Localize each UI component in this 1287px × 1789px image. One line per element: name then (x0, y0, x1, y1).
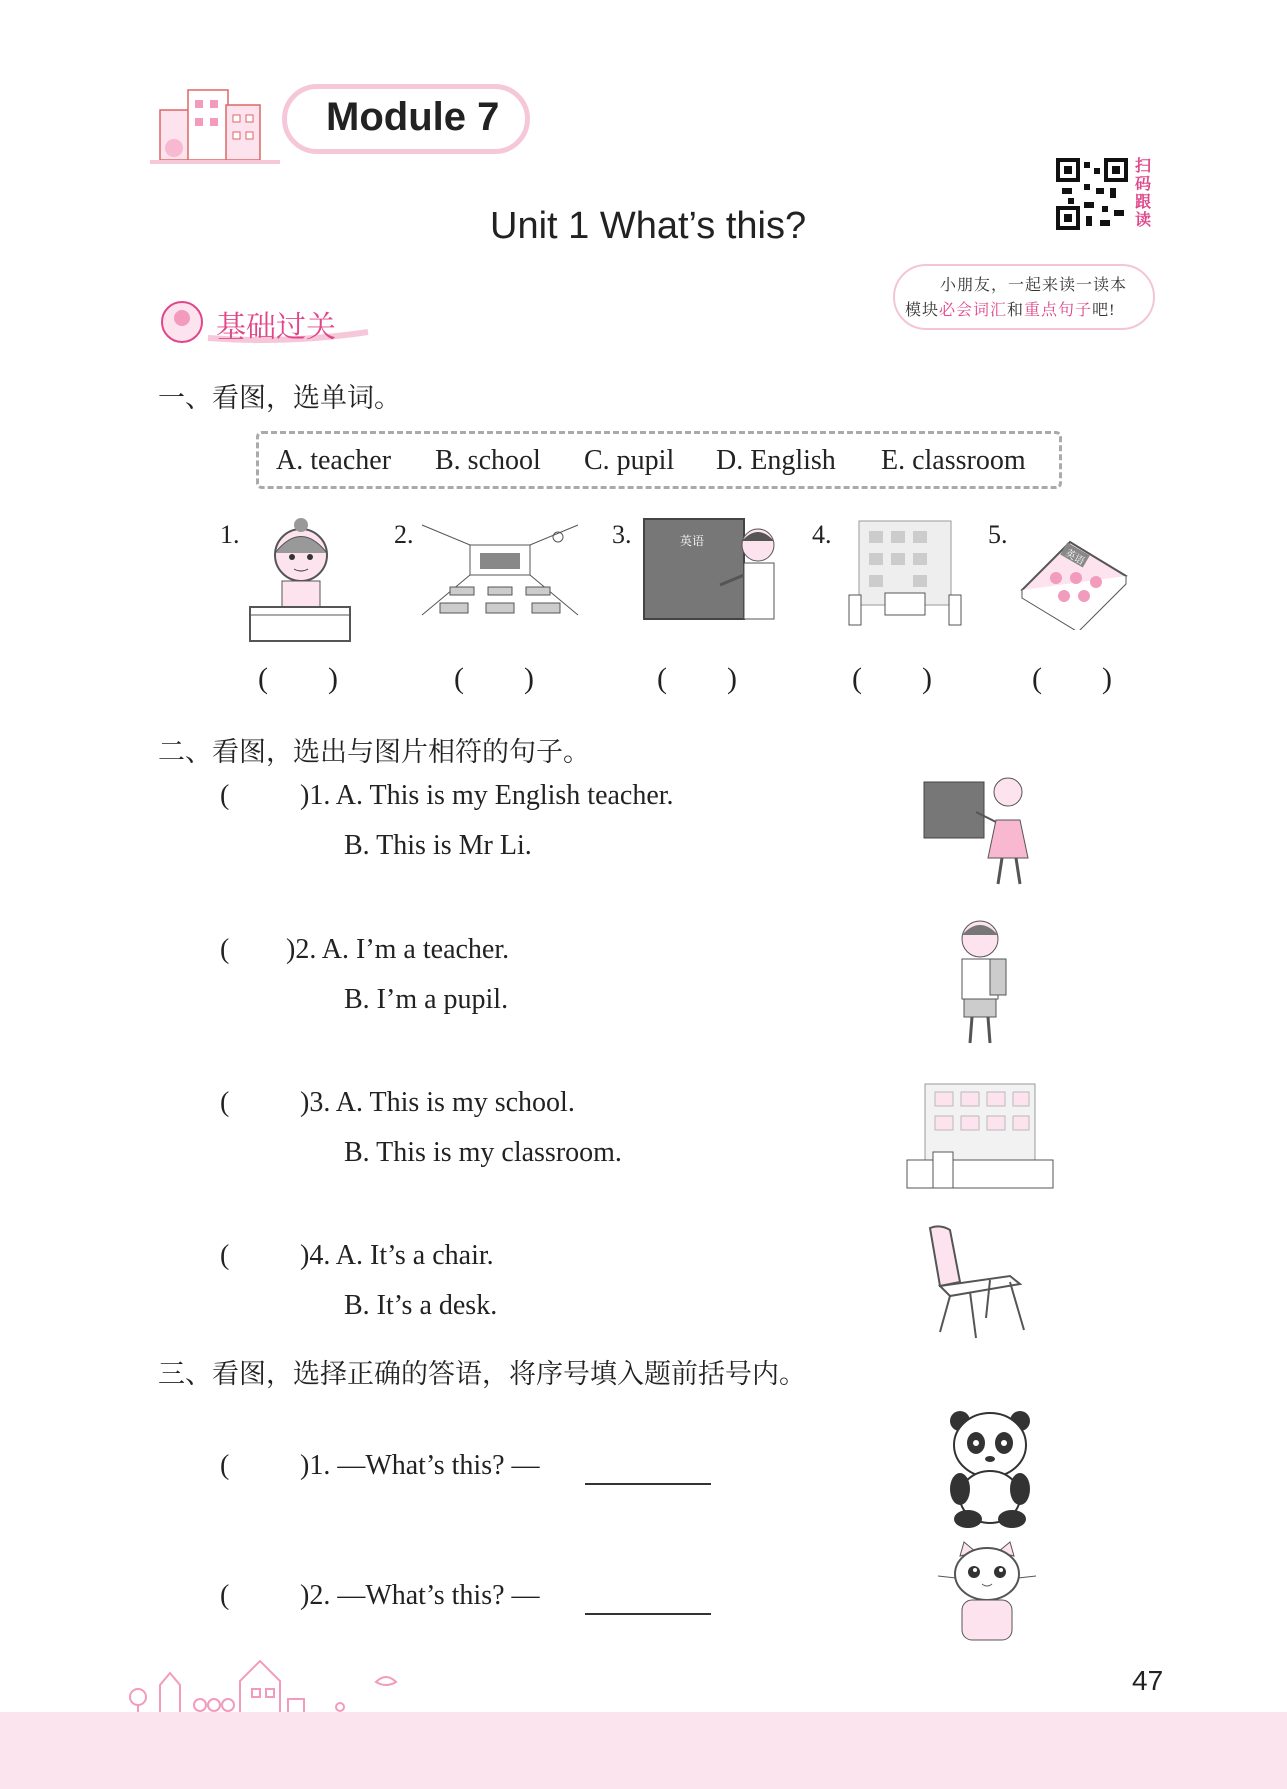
s2-q4-option-a: )4. A. It’s a chair. (300, 1240, 494, 1271)
teacher-blackboard-image (640, 515, 790, 625)
s2-q1-answer-blank[interactable]: ( (220, 780, 230, 811)
pupil-with-backpack-image (940, 915, 1020, 1050)
option-c: C. pupil (584, 445, 675, 476)
chair-image (920, 1222, 1030, 1342)
s3-q1-answer-blank[interactable]: ( (220, 1450, 230, 1481)
module-title: Module 7 (326, 95, 500, 139)
s2-q4-option-b: B. It’s a desk. (344, 1290, 498, 1321)
blackboard-text: 英语 (680, 534, 705, 548)
s2-q2-option-b: B. I’m a pupil. (344, 984, 509, 1015)
page-number: 47 (1132, 1665, 1164, 1696)
s2-q3-option-b: B. This is my classroom. (344, 1137, 622, 1168)
s3-q2-answer-line[interactable] (585, 1585, 711, 1615)
panda-image (940, 1405, 1040, 1530)
option-e: E. classroom (881, 445, 1026, 476)
s3-q1-answer-line[interactable] (585, 1455, 711, 1485)
module-banner-illustration (150, 70, 300, 170)
footer-band (0, 1712, 1287, 1789)
answer-blank-5[interactable]: ( ) (1032, 662, 1112, 695)
option-d: D. English (716, 445, 836, 476)
section-2-title: 二、看图，选出与图片相符的句子。 (158, 737, 590, 767)
item-number-3: 3. (612, 520, 632, 549)
answer-blank-4[interactable]: ( ) (852, 662, 932, 695)
unit-title: Unit 1 What’s this? (490, 205, 807, 247)
item-number-1: 1. (220, 520, 240, 549)
school-building-image (845, 515, 965, 630)
s2-q1-option-a: )1. A. This is my English teacher. (300, 780, 674, 811)
item-number-2: 2. (394, 520, 414, 549)
s2-q3-answer-blank[interactable]: ( (220, 1087, 230, 1118)
answer-blank-3[interactable]: ( ) (657, 662, 737, 695)
option-a: A. teacher (276, 445, 392, 476)
teacher-pointing-image (920, 772, 1040, 892)
s2-q1-option-b: B. This is Mr Li. (344, 830, 532, 861)
s3-q2-answer-blank[interactable]: ( (220, 1580, 230, 1611)
item-number-5: 5. (988, 520, 1008, 549)
s3-q2-text: )2. —What’s this? — (300, 1580, 540, 1611)
english-book-image (1018, 530, 1128, 630)
s2-q2-option-a: )2. A. I’m a teacher. (286, 934, 510, 965)
footer-bird-icon (374, 1672, 398, 1690)
classroom-image (420, 515, 580, 625)
s2-q4-answer-blank[interactable]: ( (220, 1240, 230, 1271)
bubble-line-2: 模块必会词汇和重点句子吧! (905, 302, 1116, 319)
item-number-4: 4. (812, 520, 832, 549)
scan-to-read-label: 扫 码 跟 读 (1135, 158, 1152, 229)
s2-q3-option-a: )3. A. This is my school. (300, 1087, 575, 1118)
qr-code-icon[interactable] (1056, 158, 1128, 230)
answer-blank-2[interactable]: ( ) (454, 662, 534, 695)
section-3-title: 三、看图，选择正确的答语，将序号填入题前括号内。 (158, 1359, 806, 1389)
section-1-title: 一、看图，选单词。 (158, 383, 401, 413)
s3-q1-text: )1. —What’s this? — (300, 1450, 540, 1481)
bubble-line-1: 小朋友，一起来读一读本 (940, 277, 1128, 294)
answer-blank-1[interactable]: ( ) (258, 662, 338, 695)
cat-image (932, 1540, 1042, 1645)
s2-q2-answer-blank[interactable]: ( (220, 934, 230, 965)
school-gate-image (905, 1080, 1055, 1190)
option-b: B. school (435, 445, 541, 476)
pupil-at-desk-image (246, 515, 356, 650)
book-text: 英语 (1063, 547, 1087, 568)
badge-label: 基础过关 (216, 311, 336, 344)
